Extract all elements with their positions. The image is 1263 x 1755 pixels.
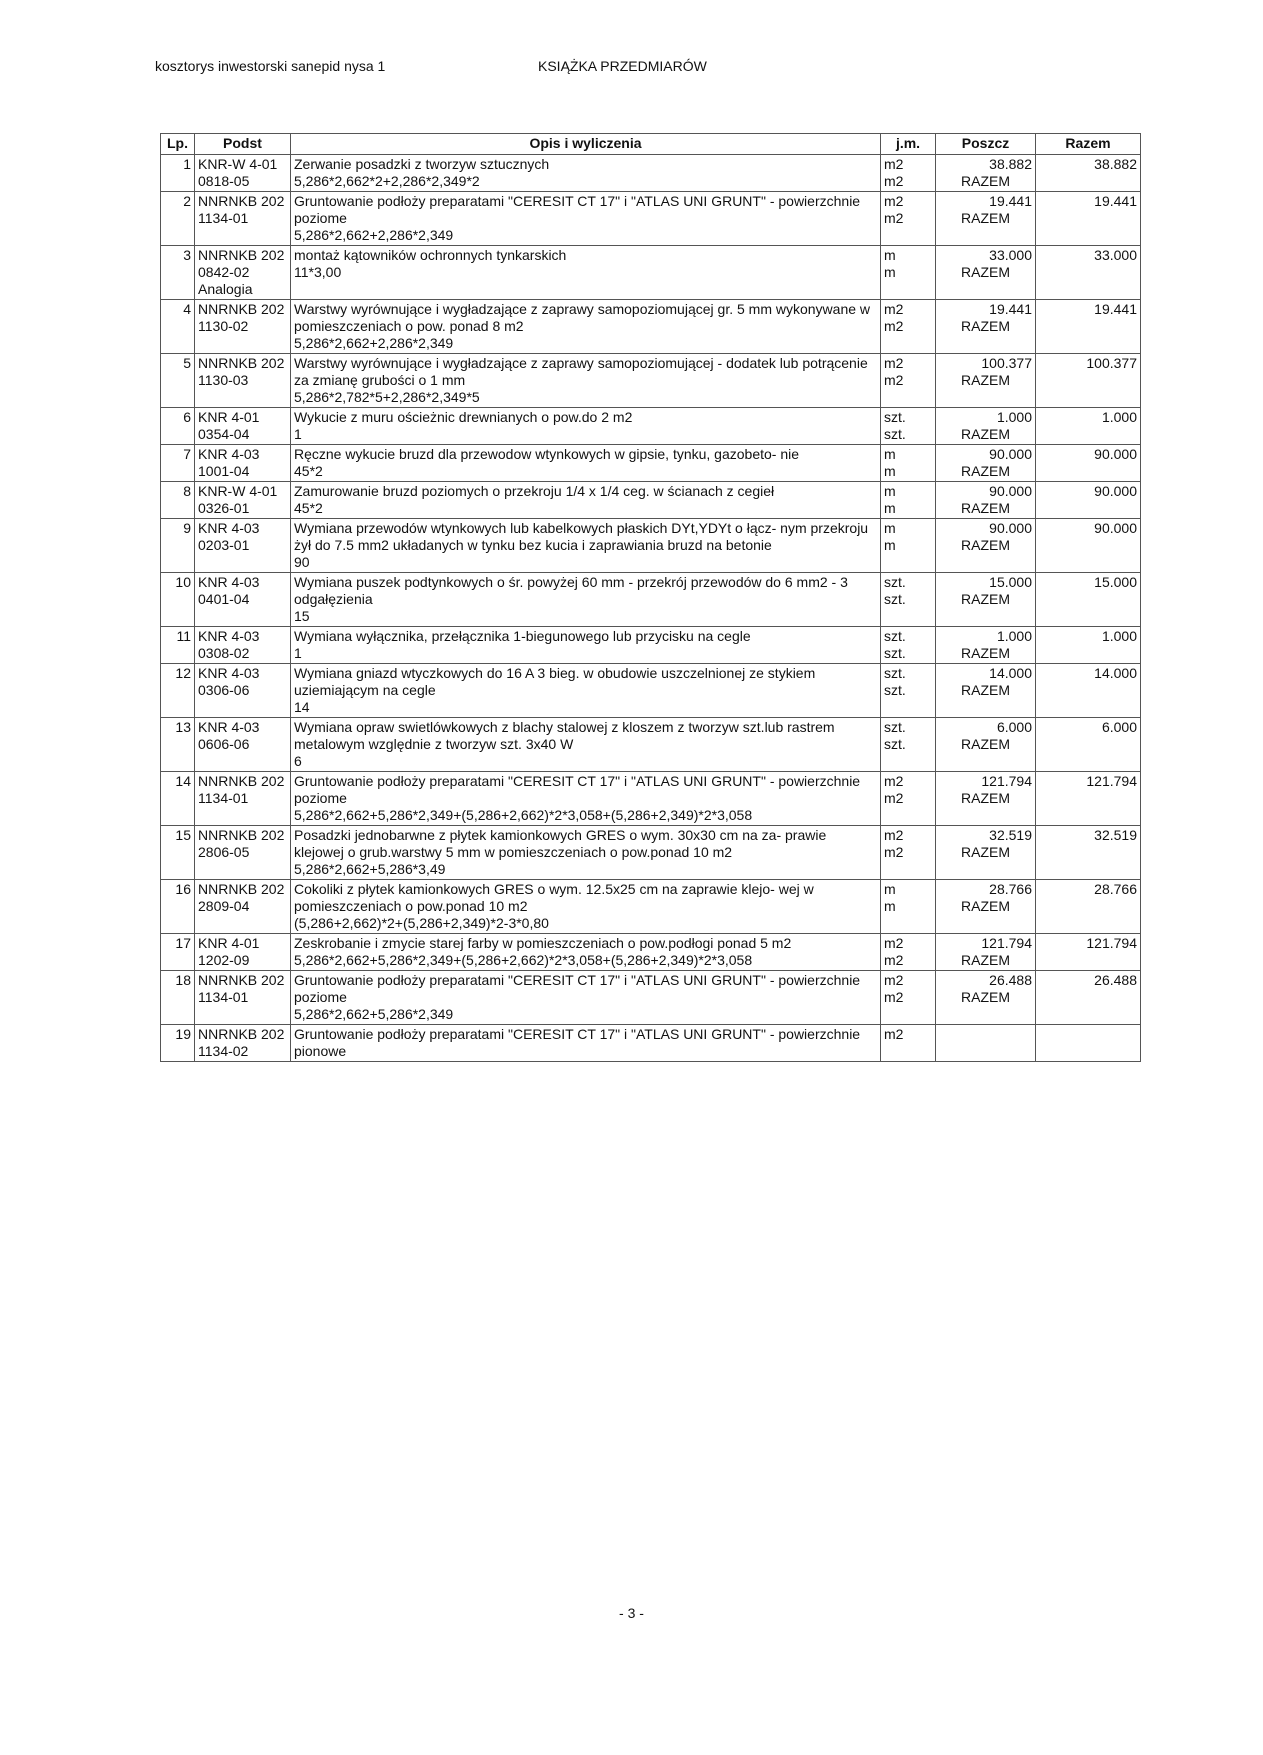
row-number: 9 (161, 519, 195, 573)
row-description-cell (291, 300, 881, 354)
row-quantity: 90.000 (989, 446, 1032, 462)
row-quantity: 121.794 (981, 935, 1032, 951)
row-calculation: 1 (294, 426, 302, 442)
row-description-cell (291, 627, 881, 664)
row-quantity: 6.000 (996, 719, 1032, 735)
row-calculation: (5,286+2,662)*2+(5,286+2,349)*2-3*0,80 (294, 915, 549, 931)
row-poszcz-cell (936, 826, 1036, 880)
row-total: 121.794 (1036, 934, 1141, 971)
row-basis: NNRNKB 202 1134-01 (195, 971, 291, 1025)
row-description-cell (291, 664, 881, 718)
row-description: Gruntowanie podłoży preparatami "CERESIT CT 17" i "ATLAS UNI GRUNT" - powierzchnie poziome (294, 193, 861, 226)
row-quantity: 14.000 (989, 665, 1032, 681)
row-description: Zeskrobanie i zmycie starej farby w pomieszczeniach o pow.podłogi ponad 5 m2 (294, 935, 792, 951)
row-poszcz-cell (936, 155, 1036, 192)
row-number: 5 (161, 354, 195, 408)
row-total: 19.441 (1036, 192, 1141, 246)
row-calculation: 14 (294, 699, 310, 715)
row-description: Ręczne wykucie bruzd dla przewodow wtynkowych w gipsie, tynku, gazobeto- nie (294, 446, 800, 462)
row-quantity: 33.000 (989, 247, 1032, 263)
row-poszcz-cell (936, 354, 1036, 408)
row-description: Wymiana przewodów wtynkowych lub kabelkowych płaskich DYt,YDYt o łącz- nym przekroju żył do 7.5 mm2 układanych w tynku bez kucia i zaprawiania bruzd na betonie (294, 520, 869, 553)
row-number: 15 (161, 826, 195, 880)
razem-label: RAZEM (961, 682, 1010, 698)
bill-of-quantities-table (160, 133, 1141, 1062)
row-total: 90.000 (1036, 482, 1141, 519)
row-calculation: 5,286*2,662+5,286*2,349+(5,286+2,662)*2*3,058+(5,286+2,349)*2*3,058 (294, 952, 753, 968)
row-calculation: 5,286*2,662+5,286*3,49 (294, 861, 446, 877)
table-row (161, 354, 1141, 408)
row-quantity: 19.441 (989, 193, 1032, 209)
table-row (161, 664, 1141, 718)
row-poszcz-cell (936, 246, 1036, 300)
row-unit-calc: m2 (884, 173, 904, 189)
row-unit-cell (881, 155, 936, 192)
page-number: - 3 - (619, 1605, 644, 1621)
row-description: Zamurowanie bruzd poziomych o przekroju 1/4 x 1/4 ceg. w ścianach z cegieł (294, 483, 775, 499)
row-calculation: 5,286*2,782*5+2,286*2,349*5 (294, 389, 480, 405)
razem-label: RAZEM (961, 463, 1010, 479)
row-basis: NNRNKB 202 0842-02 Analogia (195, 246, 291, 300)
row-total: 6.000 (1036, 718, 1141, 772)
row-unit-calc: m2 (884, 952, 904, 968)
row-description-cell (291, 718, 881, 772)
row-calculation: 45*2 (294, 463, 323, 479)
row-description-cell (291, 1025, 881, 1062)
row-number: 18 (161, 971, 195, 1025)
row-unit: m (884, 520, 896, 536)
row-unit: m (884, 247, 896, 263)
row-number: 8 (161, 482, 195, 519)
row-unit: m (884, 446, 896, 462)
row-unit-calc: szt. (884, 591, 906, 607)
row-description-cell (291, 445, 881, 482)
row-description-cell (291, 519, 881, 573)
row-description-cell (291, 482, 881, 519)
row-basis: NNRNKB 202 1134-01 (195, 772, 291, 826)
row-poszcz-cell (936, 718, 1036, 772)
table-row (161, 408, 1141, 445)
row-basis: KNR 4-03 0203-01 (195, 519, 291, 573)
row-total: 19.441 (1036, 300, 1141, 354)
row-unit-cell (881, 300, 936, 354)
row-unit-cell (881, 718, 936, 772)
row-calculation: 5,286*2,662+5,286*2,349 (294, 1006, 454, 1022)
row-unit: m2 (884, 156, 904, 172)
row-description: Gruntowanie podłoży preparatami "CERESIT CT 17" i "ATLAS UNI GRUNT" - powierzchnie poziome (294, 773, 861, 806)
row-calculation: 45*2 (294, 500, 323, 516)
table-row (161, 445, 1141, 482)
row-unit: m2 (884, 193, 904, 209)
row-number: 19 (161, 1025, 195, 1062)
table-row (161, 971, 1141, 1025)
row-unit-cell (881, 627, 936, 664)
row-basis: KNR 4-01 1202-09 (195, 934, 291, 971)
row-unit-cell (881, 772, 936, 826)
row-total (1036, 1025, 1141, 1062)
row-quantity: 100.377 (981, 355, 1032, 371)
row-unit-cell (881, 408, 936, 445)
row-description-cell (291, 826, 881, 880)
row-poszcz-cell (936, 482, 1036, 519)
row-number: 3 (161, 246, 195, 300)
row-description-cell (291, 772, 881, 826)
row-unit-cell (881, 354, 936, 408)
razem-label: RAZEM (961, 318, 1010, 334)
row-total: 121.794 (1036, 772, 1141, 826)
row-basis: KNR-W 4-01 0326-01 (195, 482, 291, 519)
table-row (161, 772, 1141, 826)
row-unit: m2 (884, 355, 904, 371)
razem-label: RAZEM (961, 989, 1010, 1005)
razem-label: RAZEM (961, 426, 1010, 442)
row-description: Wymiana wyłącznika, przełącznika 1-biegunowego lub przycisku na cegle (294, 628, 751, 644)
razem-label: RAZEM (961, 537, 1010, 553)
table-row (161, 627, 1141, 664)
row-unit-cell (881, 1025, 936, 1062)
row-total: 33.000 (1036, 246, 1141, 300)
row-number: 14 (161, 772, 195, 826)
col-header-jm: j.m. (881, 134, 936, 155)
row-number: 10 (161, 573, 195, 627)
razem-label: RAZEM (961, 264, 1010, 280)
row-calculation: 1 (294, 645, 302, 661)
row-poszcz-cell (936, 408, 1036, 445)
row-unit: m2 (884, 972, 904, 988)
row-unit-cell (881, 573, 936, 627)
row-unit-cell (881, 246, 936, 300)
row-basis: NNRNKB 202 1130-02 (195, 300, 291, 354)
row-description: Warstwy wyrównujące i wygładzające z zaprawy samopoziomującej gr. 5 mm wykonywane w pomieszczeniach o pow. ponad 8 m2 (294, 301, 871, 334)
row-quantity: 121.794 (981, 773, 1032, 789)
table-row (161, 1025, 1141, 1062)
row-unit: szt. (884, 665, 906, 681)
document-header-left: kosztorys inwestorski sanepid nysa 1 (155, 58, 386, 74)
row-number: 17 (161, 934, 195, 971)
row-description-cell (291, 573, 881, 627)
row-quantity: 26.488 (989, 972, 1032, 988)
razem-label: RAZEM (961, 372, 1010, 388)
row-number: 7 (161, 445, 195, 482)
row-basis: NNRNKB 202 1130-03 (195, 354, 291, 408)
razem-label: RAZEM (961, 898, 1010, 914)
row-basis: KNR 4-03 0306-06 (195, 664, 291, 718)
row-unit: szt. (884, 719, 906, 735)
razem-label: RAZEM (961, 210, 1010, 226)
razem-label: RAZEM (961, 844, 1010, 860)
row-quantity: 1.000 (996, 628, 1032, 644)
row-unit-calc: m (884, 898, 896, 914)
table-row (161, 519, 1141, 573)
row-quantity: 90.000 (989, 520, 1032, 536)
row-description: Wymiana opraw swietlówkowych z blachy stalowej z kloszem z tworzyw szt.lub rastrem metalowym względnie z tworzyw szt. 3x40 W (294, 719, 835, 752)
row-number: 1 (161, 155, 195, 192)
row-unit-cell (881, 826, 936, 880)
row-total: 32.519 (1036, 826, 1141, 880)
row-unit-calc: szt. (884, 736, 906, 752)
table-row (161, 934, 1141, 971)
row-poszcz-cell (936, 627, 1036, 664)
row-description-cell (291, 934, 881, 971)
row-description: Wykucie z muru ościeżnic drewnianych o pow.do 2 m2 (294, 409, 633, 425)
row-basis: KNR 4-01 0354-04 (195, 408, 291, 445)
row-basis: NNRNKB 202 1134-02 (195, 1025, 291, 1062)
row-unit-calc: m (884, 463, 896, 479)
table-row (161, 300, 1141, 354)
row-poszcz-cell (936, 192, 1036, 246)
row-description: Posadzki jednobarwne z płytek kamionkowych GRES o wym. 30x30 cm na za- prawie klejowej o grub.warstwy 5 mm w pomieszczeniach o pow.ponad 10 m2 (294, 827, 827, 860)
row-number: 12 (161, 664, 195, 718)
table-row (161, 192, 1141, 246)
row-basis: NNRNKB 202 2809-04 (195, 880, 291, 934)
document-title: KSIĄŻKA PRZEDMIARÓW (538, 58, 707, 74)
table-row (161, 826, 1141, 880)
table-row (161, 880, 1141, 934)
row-calculation: 5,286*2,662*2+2,286*2,349*2 (294, 173, 480, 189)
razem-label: RAZEM (961, 591, 1010, 607)
row-description-cell (291, 246, 881, 300)
row-number: 11 (161, 627, 195, 664)
row-quantity: 19.441 (989, 301, 1032, 317)
row-calculation: 5,286*2,662+2,286*2,349 (294, 335, 454, 351)
row-unit-calc: szt. (884, 645, 906, 661)
razem-label: RAZEM (961, 645, 1010, 661)
table-header-row (161, 134, 1141, 155)
row-description: Gruntowanie podłoży preparatami "CERESIT CT 17" i "ATLAS UNI GRUNT" - powierzchnie poziome (294, 972, 861, 1005)
row-number: 16 (161, 880, 195, 934)
row-description-cell (291, 408, 881, 445)
row-poszcz-cell (936, 573, 1036, 627)
table-row (161, 573, 1141, 627)
row-basis: NNRNKB 202 2806-05 (195, 826, 291, 880)
row-basis: KNR-W 4-01 0818-05 (195, 155, 291, 192)
row-quantity: 32.519 (989, 827, 1032, 843)
row-unit: m2 (884, 1026, 904, 1042)
row-basis: KNR 4-03 1001-04 (195, 445, 291, 482)
row-number: 2 (161, 192, 195, 246)
row-unit: m (884, 881, 896, 897)
row-unit-calc: m (884, 537, 896, 553)
row-unit-calc: m2 (884, 844, 904, 860)
table-row (161, 246, 1141, 300)
row-basis: KNR 4-03 0401-04 (195, 573, 291, 627)
table-row (161, 482, 1141, 519)
razem-label: RAZEM (961, 952, 1010, 968)
row-quantity: 28.766 (989, 881, 1032, 897)
row-unit-cell (881, 934, 936, 971)
row-unit-calc: m (884, 264, 896, 280)
row-description: Wymiana gniazd wtyczkowych do 16 A 3 bieg. w obudowie uszczelnionej ze stykiem uziemiającym na cegle (294, 665, 816, 698)
row-poszcz-cell (936, 934, 1036, 971)
row-quantity: 1.000 (996, 409, 1032, 425)
row-unit: szt. (884, 574, 906, 590)
row-unit-calc: m2 (884, 989, 904, 1005)
row-unit-calc: m2 (884, 318, 904, 334)
row-number: 13 (161, 718, 195, 772)
row-total: 1.000 (1036, 627, 1141, 664)
row-basis: NNRNKB 202 1134-01 (195, 192, 291, 246)
row-total: 90.000 (1036, 519, 1141, 573)
row-number: 4 (161, 300, 195, 354)
row-description-cell (291, 155, 881, 192)
row-total: 1.000 (1036, 408, 1141, 445)
row-quantity: 90.000 (989, 483, 1032, 499)
row-calculation: 15 (294, 608, 310, 624)
row-unit-cell (881, 445, 936, 482)
row-unit-calc: szt. (884, 682, 906, 698)
row-description-cell (291, 880, 881, 934)
row-unit: m2 (884, 301, 904, 317)
row-total: 38.882 (1036, 155, 1141, 192)
row-total: 100.377 (1036, 354, 1141, 408)
razem-label: RAZEM (961, 500, 1010, 516)
row-description: Warstwy wyrównujące i wygładzające z zaprawy samopoziomującej - dodatek lub potrącenie za zmianę grubości o 1 mm (294, 355, 868, 388)
row-description-cell (291, 354, 881, 408)
row-poszcz-cell (936, 300, 1036, 354)
row-poszcz-cell (936, 519, 1036, 573)
row-total: 14.000 (1036, 664, 1141, 718)
row-unit: m2 (884, 773, 904, 789)
row-calculation: 6 (294, 753, 302, 769)
row-description: montaż kątowników ochronnych tynkarskich (294, 247, 567, 263)
col-header-opis: Opis i wyliczenia (291, 134, 881, 155)
row-quantity: 38.882 (989, 156, 1032, 172)
row-unit-cell (881, 880, 936, 934)
col-header-razem: Razem (1036, 134, 1141, 155)
row-quantity: 15.000 (989, 574, 1032, 590)
row-unit-calc: m (884, 500, 896, 516)
row-description: Cokoliki z płytek kamionkowych GRES o wym. 12.5x25 cm na zaprawie klejo- wej w pomieszczeniach o pow.ponad 10 m2 (294, 881, 814, 914)
row-unit-cell (881, 971, 936, 1025)
col-header-podst: Podst (195, 134, 291, 155)
row-unit: m2 (884, 827, 904, 843)
row-unit: m2 (884, 935, 904, 951)
row-unit-calc: szt. (884, 426, 906, 442)
row-poszcz-cell (936, 971, 1036, 1025)
row-poszcz-cell (936, 880, 1036, 934)
col-header-poszcz: Poszcz (936, 134, 1036, 155)
row-description: Wymiana puszek podtynkowych o śr. powyżej 60 mm - przekrój przewodów do 6 mm2 - 3 odgałęzienia (294, 574, 848, 607)
row-unit-cell (881, 192, 936, 246)
table-body (161, 155, 1141, 1062)
row-calculation: 5,286*2,662+2,286*2,349 (294, 227, 454, 243)
row-description-cell (291, 192, 881, 246)
razem-label: RAZEM (961, 736, 1010, 752)
row-unit-cell (881, 664, 936, 718)
table-row (161, 155, 1141, 192)
row-unit-calc: m2 (884, 210, 904, 226)
row-unit: szt. (884, 409, 906, 425)
row-basis: KNR 4-03 0606-06 (195, 718, 291, 772)
row-unit-calc: m2 (884, 372, 904, 388)
row-description-cell (291, 971, 881, 1025)
row-poszcz-cell (936, 664, 1036, 718)
row-basis: KNR 4-03 0308-02 (195, 627, 291, 664)
row-unit: m (884, 483, 896, 499)
row-calculation: 11*3,00 (294, 264, 342, 280)
row-calculation: 5,286*2,662+5,286*2,349+(5,286+2,662)*2*3,058+(5,286+2,349)*2*3,058 (294, 807, 753, 823)
row-description: Zerwanie posadzki z tworzyw sztucznych (294, 156, 550, 172)
row-poszcz-cell (936, 772, 1036, 826)
razem-label: RAZEM (961, 790, 1010, 806)
row-total: 28.766 (1036, 880, 1141, 934)
row-unit-cell (881, 482, 936, 519)
row-poszcz-cell (936, 1025, 1036, 1062)
row-total: 15.000 (1036, 573, 1141, 627)
row-calculation: 90 (294, 554, 310, 570)
row-unit: szt. (884, 628, 906, 644)
row-total: 26.488 (1036, 971, 1141, 1025)
row-description: Gruntowanie podłoży preparatami "CERESIT CT 17" i "ATLAS UNI GRUNT" - powierzchnie pionowe (294, 1026, 861, 1059)
row-number: 6 (161, 408, 195, 445)
row-unit-calc: m2 (884, 790, 904, 806)
col-header-lp: Lp. (161, 134, 195, 155)
row-unit-cell (881, 519, 936, 573)
razem-label: RAZEM (961, 173, 1010, 189)
row-poszcz-cell (936, 445, 1036, 482)
table-row (161, 718, 1141, 772)
row-total: 90.000 (1036, 445, 1141, 482)
